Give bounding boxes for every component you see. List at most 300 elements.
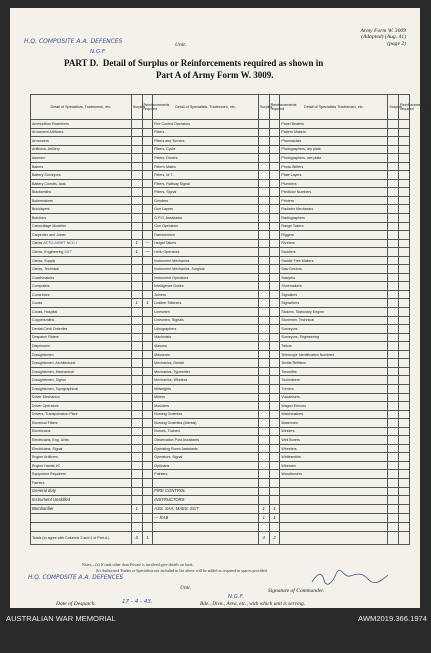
bde-label: Bde., Divn., Area, etc., with which unit is serving. bbox=[200, 601, 306, 607]
specialist-cell: Surveyors bbox=[280, 325, 388, 334]
specialist-cell: Masseurs bbox=[153, 350, 259, 359]
specialist-cell: Whitesmiths bbox=[280, 453, 388, 462]
specialist-name: Draughtsmen, Topographical bbox=[32, 386, 78, 391]
specialist-cell bbox=[31, 342, 132, 351]
reinforcement-cell bbox=[142, 222, 153, 231]
specialist-cell: Lithographers bbox=[153, 325, 259, 334]
reinforcement-cell bbox=[269, 410, 280, 419]
specialist-cell: Fire Control Operators bbox=[153, 120, 259, 129]
surplus-cell bbox=[388, 154, 399, 163]
reinforcement-cell bbox=[269, 196, 280, 205]
table-row bbox=[31, 282, 410, 291]
specialist-cell: Panel Beaters bbox=[280, 120, 388, 129]
specialist-cell: Telescope Identification Numbers bbox=[280, 350, 388, 359]
surplus-cell bbox=[258, 214, 269, 223]
specialist-cell: Nurses, Trained bbox=[153, 427, 259, 436]
specialist-cell: Intelligence Duties bbox=[153, 282, 259, 291]
specialist-cell bbox=[31, 367, 132, 376]
specialist-cell bbox=[31, 308, 132, 317]
surplus-cell bbox=[258, 419, 269, 428]
specialist-cell: Watermen bbox=[280, 419, 388, 428]
specialist-name: Blacksmiths bbox=[32, 190, 52, 195]
reinforcement-cell bbox=[142, 231, 153, 240]
col-header-reinforcements: Reinforcements required bbox=[399, 95, 410, 120]
surplus-cell bbox=[388, 410, 399, 419]
reinforcement-cell bbox=[399, 478, 410, 487]
table-row bbox=[31, 222, 410, 231]
specialist-cell: Masons bbox=[153, 342, 259, 351]
specialist-name: Battery Surveyors bbox=[32, 173, 61, 178]
reinforcement-cell bbox=[269, 436, 280, 445]
surplus-cell bbox=[258, 478, 269, 487]
reinforcement-cell bbox=[142, 214, 153, 223]
totals-spacer bbox=[280, 531, 388, 544]
surplus-cell bbox=[388, 436, 399, 445]
reinforcement-cell bbox=[269, 256, 280, 265]
reinforcement-cell bbox=[399, 359, 410, 368]
table-row bbox=[31, 120, 410, 129]
reinforcement-cell bbox=[399, 188, 410, 197]
specialist-cell: Operators, Signal bbox=[153, 453, 259, 462]
surplus-cell bbox=[388, 231, 399, 240]
table-row bbox=[31, 393, 410, 402]
totals-spacer bbox=[153, 531, 259, 544]
table-row bbox=[31, 316, 410, 325]
specialist-cell: Range Takers bbox=[280, 222, 388, 231]
specialist-cell: Pharmacists bbox=[280, 137, 388, 146]
surplus-cell bbox=[388, 376, 399, 385]
surplus-cell bbox=[388, 393, 399, 402]
table-row bbox=[31, 367, 410, 376]
table-row bbox=[31, 419, 410, 428]
reinforcement-cell bbox=[142, 171, 153, 180]
reinforcement-cell bbox=[142, 402, 153, 411]
reinforcement-cell bbox=[142, 154, 153, 163]
reinforcement-cell bbox=[269, 461, 280, 470]
surplus-cell bbox=[131, 179, 142, 188]
surplus-cell bbox=[258, 410, 269, 419]
reinforcement-cell bbox=[142, 290, 153, 299]
specialist-cell bbox=[31, 120, 132, 129]
reinforcement-cell bbox=[399, 333, 410, 342]
specialist-cell: Saddle Tree Makers bbox=[280, 256, 388, 265]
reinforcement-cell bbox=[269, 290, 280, 299]
specialist-cell: G.P.O. Assistants bbox=[153, 214, 259, 223]
form-sheet bbox=[10, 8, 426, 608]
col-header-detail: Detail of Specialists Tradesmen, etc. bbox=[280, 95, 388, 120]
surplus-cell bbox=[388, 171, 399, 180]
specialist-cell: Observation Post Assistants bbox=[153, 436, 259, 445]
reinforcement-cell bbox=[399, 384, 410, 393]
specialist-name: Camouflage Modeller bbox=[32, 224, 67, 229]
surplus-cell bbox=[131, 419, 142, 428]
table-row bbox=[31, 359, 410, 368]
reinforcement-cell: 1 bbox=[269, 514, 280, 523]
reinforcement-cell bbox=[269, 478, 280, 487]
reinforcement-cell bbox=[269, 496, 280, 505]
reinforcement-cell bbox=[269, 470, 280, 479]
date-handwritten: 17 - 4 - 43. bbox=[122, 599, 153, 605]
specialist-cell bbox=[31, 154, 132, 163]
reinforcement-cell bbox=[142, 120, 153, 129]
surplus-cell bbox=[131, 171, 142, 180]
surplus-cell bbox=[131, 487, 142, 496]
table-row bbox=[31, 470, 410, 479]
reinforcement-cell bbox=[142, 196, 153, 205]
specialist-cell bbox=[31, 222, 132, 231]
specialist-cell: Fitters, Drivers bbox=[153, 154, 259, 163]
specialist-name: Battery Comdts. Asst. bbox=[32, 181, 67, 186]
table-row bbox=[31, 461, 410, 470]
surplus-cell bbox=[258, 222, 269, 231]
specialist-cell bbox=[31, 214, 132, 223]
specialist-cell: Fitters, Cycle bbox=[153, 145, 259, 154]
reinforcement-cell bbox=[142, 514, 153, 523]
specialist-cell: Leather Stitchers bbox=[153, 299, 259, 308]
surplus-cell bbox=[131, 205, 142, 214]
specialist-cell bbox=[31, 188, 132, 197]
col-header-reinforcements: Reinforcements required bbox=[269, 95, 280, 120]
surplus-cell bbox=[388, 196, 399, 205]
specialist-cell: Shoemakers bbox=[280, 282, 388, 291]
specialist-cell: Bombardier bbox=[31, 505, 132, 514]
specialist-cell: Instrument Mechanics, Surgical bbox=[153, 265, 259, 274]
reinforcement-cell bbox=[399, 128, 410, 137]
specialist-cell: Moulders bbox=[153, 402, 259, 411]
surplus-cell: 1 bbox=[131, 299, 142, 308]
surplus-cell bbox=[131, 384, 142, 393]
surplus-cell bbox=[131, 256, 142, 265]
totals-row bbox=[31, 531, 410, 544]
reinforcement-cell bbox=[142, 333, 153, 342]
surplus-cell bbox=[258, 137, 269, 146]
surplus-cell bbox=[131, 145, 142, 154]
specialist-cell: Plate Layers bbox=[280, 171, 388, 180]
total-reinforcements bbox=[399, 531, 410, 544]
table-row bbox=[31, 384, 410, 393]
surplus-cell bbox=[258, 205, 269, 214]
surplus-cell bbox=[258, 290, 269, 299]
surplus-cell bbox=[258, 350, 269, 359]
table-row bbox=[31, 231, 410, 240]
table-row bbox=[31, 402, 410, 411]
reinforcement-cell bbox=[142, 342, 153, 351]
bde-handwritten: N.G.F. bbox=[228, 594, 244, 600]
unit-sub-handwritten: N.G.F. bbox=[90, 49, 107, 55]
surplus-cell bbox=[258, 367, 269, 376]
specialist-name: Dispensers bbox=[32, 343, 50, 348]
specialist-cell bbox=[153, 523, 259, 532]
surplus-cell bbox=[131, 478, 142, 487]
reinforcement-cell bbox=[142, 487, 153, 496]
specialist-cell: Printers bbox=[280, 196, 388, 205]
reinforcement-cell bbox=[399, 316, 410, 325]
reinforcement-cell bbox=[269, 265, 280, 274]
specialist-cell: Predictor Numbers bbox=[280, 188, 388, 197]
specialist-cell: Radiographers bbox=[280, 214, 388, 223]
specialist-cell bbox=[31, 231, 132, 240]
reinforcement-cell bbox=[269, 333, 280, 342]
specialist-cell bbox=[31, 384, 132, 393]
surplus-cell bbox=[258, 145, 269, 154]
specialist-name: Armament Artificers bbox=[32, 130, 64, 135]
surplus-cell bbox=[131, 273, 142, 282]
reinforcement-cell bbox=[399, 299, 410, 308]
specialist-cell: Photographers, wet plate bbox=[280, 154, 388, 163]
reinforcement-cell bbox=[269, 188, 280, 197]
specialist-cell: Miners bbox=[153, 393, 259, 402]
reinforcement-cell bbox=[399, 350, 410, 359]
surplus-cell: 1 bbox=[258, 505, 269, 514]
surplus-cell bbox=[388, 350, 399, 359]
table-row bbox=[31, 453, 410, 462]
reinforcement-cell bbox=[399, 514, 410, 523]
specialist-cell: Toolmakers bbox=[280, 376, 388, 385]
specialist-cell bbox=[31, 350, 132, 359]
surplus-cell bbox=[131, 154, 142, 163]
reinforcement-cell bbox=[269, 402, 280, 411]
table-row bbox=[31, 265, 410, 274]
reinforcement-cell bbox=[269, 205, 280, 214]
part-label: PART D. bbox=[64, 58, 99, 68]
reinforcement-cell bbox=[142, 188, 153, 197]
reinforcement-cell: — bbox=[142, 248, 153, 257]
specialist-cell: Fitters bbox=[153, 128, 259, 137]
table-row bbox=[31, 273, 410, 282]
surplus-cell bbox=[388, 299, 399, 308]
specialist-name: Draughtsmen, Architectural bbox=[32, 361, 76, 366]
specialist-name: Despatch Riders bbox=[32, 335, 59, 340]
col-header-surplus: Surplus bbox=[258, 95, 269, 120]
surplus-cell bbox=[388, 384, 399, 393]
reinforcement-cell bbox=[142, 393, 153, 402]
specialist-cell: Turners bbox=[280, 384, 388, 393]
total-surplus bbox=[388, 531, 399, 544]
specialist-cell: Wheelers bbox=[280, 444, 388, 453]
table-row bbox=[31, 427, 410, 436]
surplus-cell bbox=[131, 444, 142, 453]
reinforcement-cell bbox=[142, 256, 153, 265]
specialist-name: Ammunition Examiners bbox=[32, 121, 69, 126]
surplus-cell bbox=[388, 470, 399, 479]
reinforcement-cell: 1 bbox=[269, 505, 280, 514]
specialist-cell: Mechanics, Typewriter bbox=[153, 367, 259, 376]
surplus-cell bbox=[258, 359, 269, 368]
reinforcement-cell bbox=[399, 231, 410, 240]
reinforcement-cell bbox=[142, 427, 153, 436]
specialist-name: Draughtsmen, Mechanical bbox=[32, 369, 74, 374]
surplus-cell bbox=[131, 222, 142, 231]
surplus-cell bbox=[258, 393, 269, 402]
surplus-cell bbox=[258, 487, 269, 496]
surplus-cell bbox=[131, 162, 142, 171]
reinforcement-cell bbox=[142, 128, 153, 137]
surplus-cell bbox=[131, 359, 142, 368]
surplus-cell bbox=[258, 179, 269, 188]
reinforcement-cell bbox=[399, 239, 410, 248]
surplus-cell bbox=[131, 282, 142, 291]
surplus-cell bbox=[131, 367, 142, 376]
specialist-cell: Hammermen bbox=[153, 231, 259, 240]
reinforcement-cell bbox=[399, 137, 410, 146]
surplus-cell: 1 bbox=[131, 248, 142, 257]
specialist-cell: Instrument Unskilled bbox=[31, 496, 132, 505]
reinforcement-cell bbox=[399, 496, 410, 505]
reinforcement-cell bbox=[269, 367, 280, 376]
surplus-cell bbox=[388, 162, 399, 171]
surplus-cell bbox=[258, 342, 269, 351]
surplus-cell bbox=[131, 410, 142, 419]
footer-unit-handwritten: H.Q. COMPOSITE A.A. DEFENCES bbox=[28, 575, 124, 581]
surplus-cell bbox=[258, 196, 269, 205]
surplus-cell bbox=[388, 205, 399, 214]
surplus-cell bbox=[258, 384, 269, 393]
specialist-cell bbox=[31, 128, 132, 137]
specialist-name: Clerks bbox=[32, 241, 43, 246]
surplus-cell bbox=[258, 299, 269, 308]
table-row bbox=[31, 248, 410, 257]
surplus-cell bbox=[258, 436, 269, 445]
reinforcement-cell bbox=[399, 444, 410, 453]
specialist-cell: Signallers bbox=[280, 290, 388, 299]
unit-handwritten: H.Q. COMPOSITE A.A. DEFENCES bbox=[24, 38, 123, 45]
surplus-cell bbox=[258, 496, 269, 505]
reinforcement-cell bbox=[269, 419, 280, 428]
reinforcement-cell bbox=[399, 487, 410, 496]
surplus-cell bbox=[388, 145, 399, 154]
specialist-name: Carpenter and Joiner bbox=[32, 232, 66, 237]
surplus-cell bbox=[131, 461, 142, 470]
surplus-cell bbox=[388, 265, 399, 274]
specialist-cell bbox=[31, 419, 132, 428]
specialist-cell bbox=[31, 523, 132, 532]
reinforcement-cell bbox=[269, 308, 280, 317]
specialist-cell: ASS. SAA. MAES. SGT bbox=[153, 505, 259, 514]
specialist-cell: Sawyers bbox=[280, 273, 388, 282]
reinforcement-cell bbox=[399, 179, 410, 188]
specialist-name: Draughtsmen bbox=[32, 352, 54, 357]
specialist-name: Butchers bbox=[32, 215, 47, 220]
table-row bbox=[31, 145, 410, 154]
surplus-cell bbox=[131, 188, 142, 197]
reinforcement-cell bbox=[142, 273, 153, 282]
specialist-cell: FIRE CONTROL bbox=[153, 487, 259, 496]
specialist-name: Coachmakers bbox=[32, 275, 55, 280]
signature-label: Signature of Commander. bbox=[268, 588, 325, 594]
specialist-cell: Tailors bbox=[280, 342, 388, 351]
specialist-name: Boilermakers bbox=[32, 198, 53, 203]
surplus-cell bbox=[388, 419, 399, 428]
specialist-cell: Wiremen bbox=[280, 461, 388, 470]
specialist-cell: Fitters, M.T. bbox=[153, 171, 259, 180]
specialist-cell: Storemen, Technical bbox=[280, 316, 388, 325]
reinforcement-cell bbox=[269, 128, 280, 137]
specialist-cell bbox=[153, 478, 259, 487]
surplus-cell bbox=[388, 496, 399, 505]
surplus-cell bbox=[388, 137, 399, 146]
reinforcement-cell bbox=[269, 282, 280, 291]
reinforcement-cell bbox=[399, 171, 410, 180]
specialist-cell: Wagon Erecors bbox=[280, 402, 388, 411]
specialist-name: Dental Clerk Orderlies bbox=[32, 326, 68, 331]
specialist-cell bbox=[280, 496, 388, 505]
specialist-name: Electricians, Eng. Units bbox=[32, 438, 69, 442]
specialist-cell: Instrument Operators bbox=[153, 273, 259, 282]
specialist-name: Computers bbox=[32, 284, 50, 289]
specialist-cell bbox=[31, 265, 132, 274]
table-row bbox=[31, 239, 410, 248]
specialist-cell bbox=[31, 461, 132, 470]
table-row bbox=[31, 162, 410, 171]
reinforcement-cell bbox=[142, 367, 153, 376]
specialist-cell: Opticians bbox=[153, 461, 259, 470]
col-header-detail: Detail of Specialists, Tradesmen, etc. bbox=[31, 95, 132, 120]
specialist-cell: Photographers, dry plate bbox=[280, 145, 388, 154]
surplus-cell bbox=[258, 273, 269, 282]
surplus-cell bbox=[388, 273, 399, 282]
reinforcement-cell: 1 bbox=[142, 299, 153, 308]
reinforcement-cell bbox=[269, 222, 280, 231]
specialist-cell: Operating Room Assistants bbox=[153, 444, 259, 453]
total-reinforcements: 1 bbox=[142, 531, 153, 544]
specialist-cell bbox=[280, 514, 388, 523]
specialist-cell: Tinsmiths bbox=[280, 367, 388, 376]
table-body bbox=[31, 120, 410, 545]
surplus-cell bbox=[131, 290, 142, 299]
reinforcement-cell bbox=[399, 470, 410, 479]
reinforcement-cell bbox=[269, 453, 280, 462]
specialist-cell: Well Borers bbox=[280, 436, 388, 445]
table-row bbox=[31, 214, 410, 223]
specialist-cell: Mechanics, Wireless bbox=[153, 376, 259, 385]
specialist-name: Electricians bbox=[32, 429, 51, 434]
table-row bbox=[31, 154, 410, 163]
surplus-cell bbox=[258, 453, 269, 462]
surplus-cell bbox=[258, 154, 269, 163]
reinforcement-cell bbox=[269, 299, 280, 308]
specialist-cell bbox=[31, 137, 132, 146]
table-row bbox=[31, 350, 410, 359]
reinforcement-cell bbox=[142, 436, 153, 445]
reinforcement-cell bbox=[399, 205, 410, 214]
specialist-name: Clerks, Engineering bbox=[32, 249, 64, 254]
surplus-cell bbox=[131, 265, 142, 274]
table-row bbox=[31, 444, 410, 453]
reinforcement-cell bbox=[399, 367, 410, 376]
specialist-name: Farriers bbox=[32, 480, 45, 485]
reinforcement-cell bbox=[399, 308, 410, 317]
specialist-cell bbox=[31, 256, 132, 265]
reinforcement-cell bbox=[142, 376, 153, 385]
table-row bbox=[31, 342, 410, 351]
specialist-cell: Pattern Makers bbox=[280, 128, 388, 137]
specialist-cell bbox=[280, 505, 388, 514]
surplus-cell bbox=[131, 470, 142, 479]
specialist-cell: Saw Doctors bbox=[280, 265, 388, 274]
reinforcement-cell bbox=[399, 393, 410, 402]
surplus-cell bbox=[131, 342, 142, 351]
table-row bbox=[31, 487, 410, 496]
reinforcement-cell bbox=[142, 205, 153, 214]
page-title bbox=[64, 58, 323, 68]
surplus-cell bbox=[258, 427, 269, 436]
reinforcement-cell bbox=[142, 470, 153, 479]
specialist-cell bbox=[280, 523, 388, 532]
table-header-row bbox=[31, 95, 410, 120]
note-b: (b) Authorised Trades or Specialists not included in list above will be added as required in spaces provided. bbox=[96, 568, 268, 573]
surplus-cell bbox=[258, 308, 269, 317]
date-label: Date of Despatch. bbox=[56, 601, 96, 607]
